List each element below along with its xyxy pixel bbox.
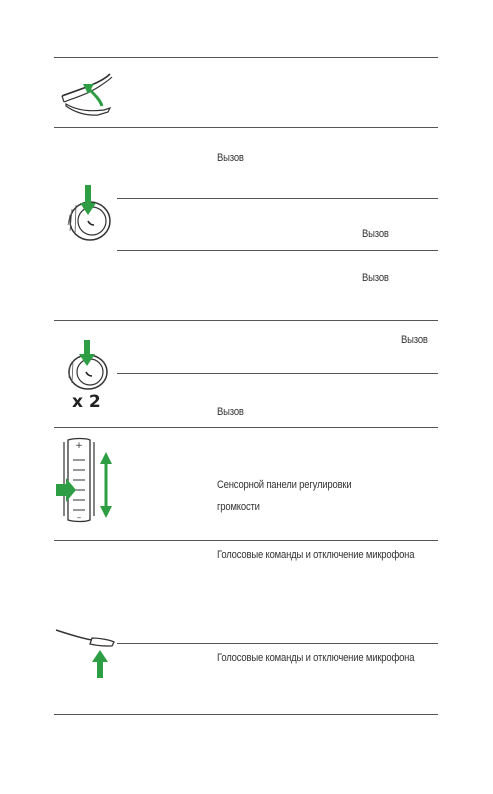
divider: [54, 320, 438, 321]
double-press-multiplier: x 2: [72, 392, 101, 412]
divider: [54, 57, 438, 58]
divider: [54, 127, 438, 128]
call-label: Вызов: [217, 406, 244, 418]
earpiece-double-press-icon: [58, 340, 110, 390]
divider: [117, 250, 438, 251]
voice-mute-label: Голосовые команды и отключение микрофона: [217, 549, 415, 561]
volume-panel-label: Сенсорной панели регулировки громкости: [217, 479, 352, 513]
svg-text:–: –: [76, 513, 82, 523]
divider: [54, 714, 438, 715]
boom-arm-rotate-icon: [58, 66, 116, 118]
divider: [54, 540, 438, 541]
call-label: Вызов: [362, 228, 389, 240]
divider: [117, 643, 438, 644]
voice-mute-label: Голосовые команды и отключение микрофона: [217, 652, 415, 664]
divider: [117, 373, 438, 374]
volume-touch-panel-icon: [56, 436, 128, 524]
call-label: Вызов: [362, 272, 389, 284]
svg-text:+: +: [75, 441, 83, 451]
call-label: Вызов: [217, 152, 244, 164]
boom-arm-press-icon: [54, 622, 118, 680]
divider: [54, 427, 438, 428]
earpiece-call-button-press-icon: [58, 185, 114, 243]
divider: [117, 198, 438, 199]
call-label: Вызов: [401, 334, 428, 346]
